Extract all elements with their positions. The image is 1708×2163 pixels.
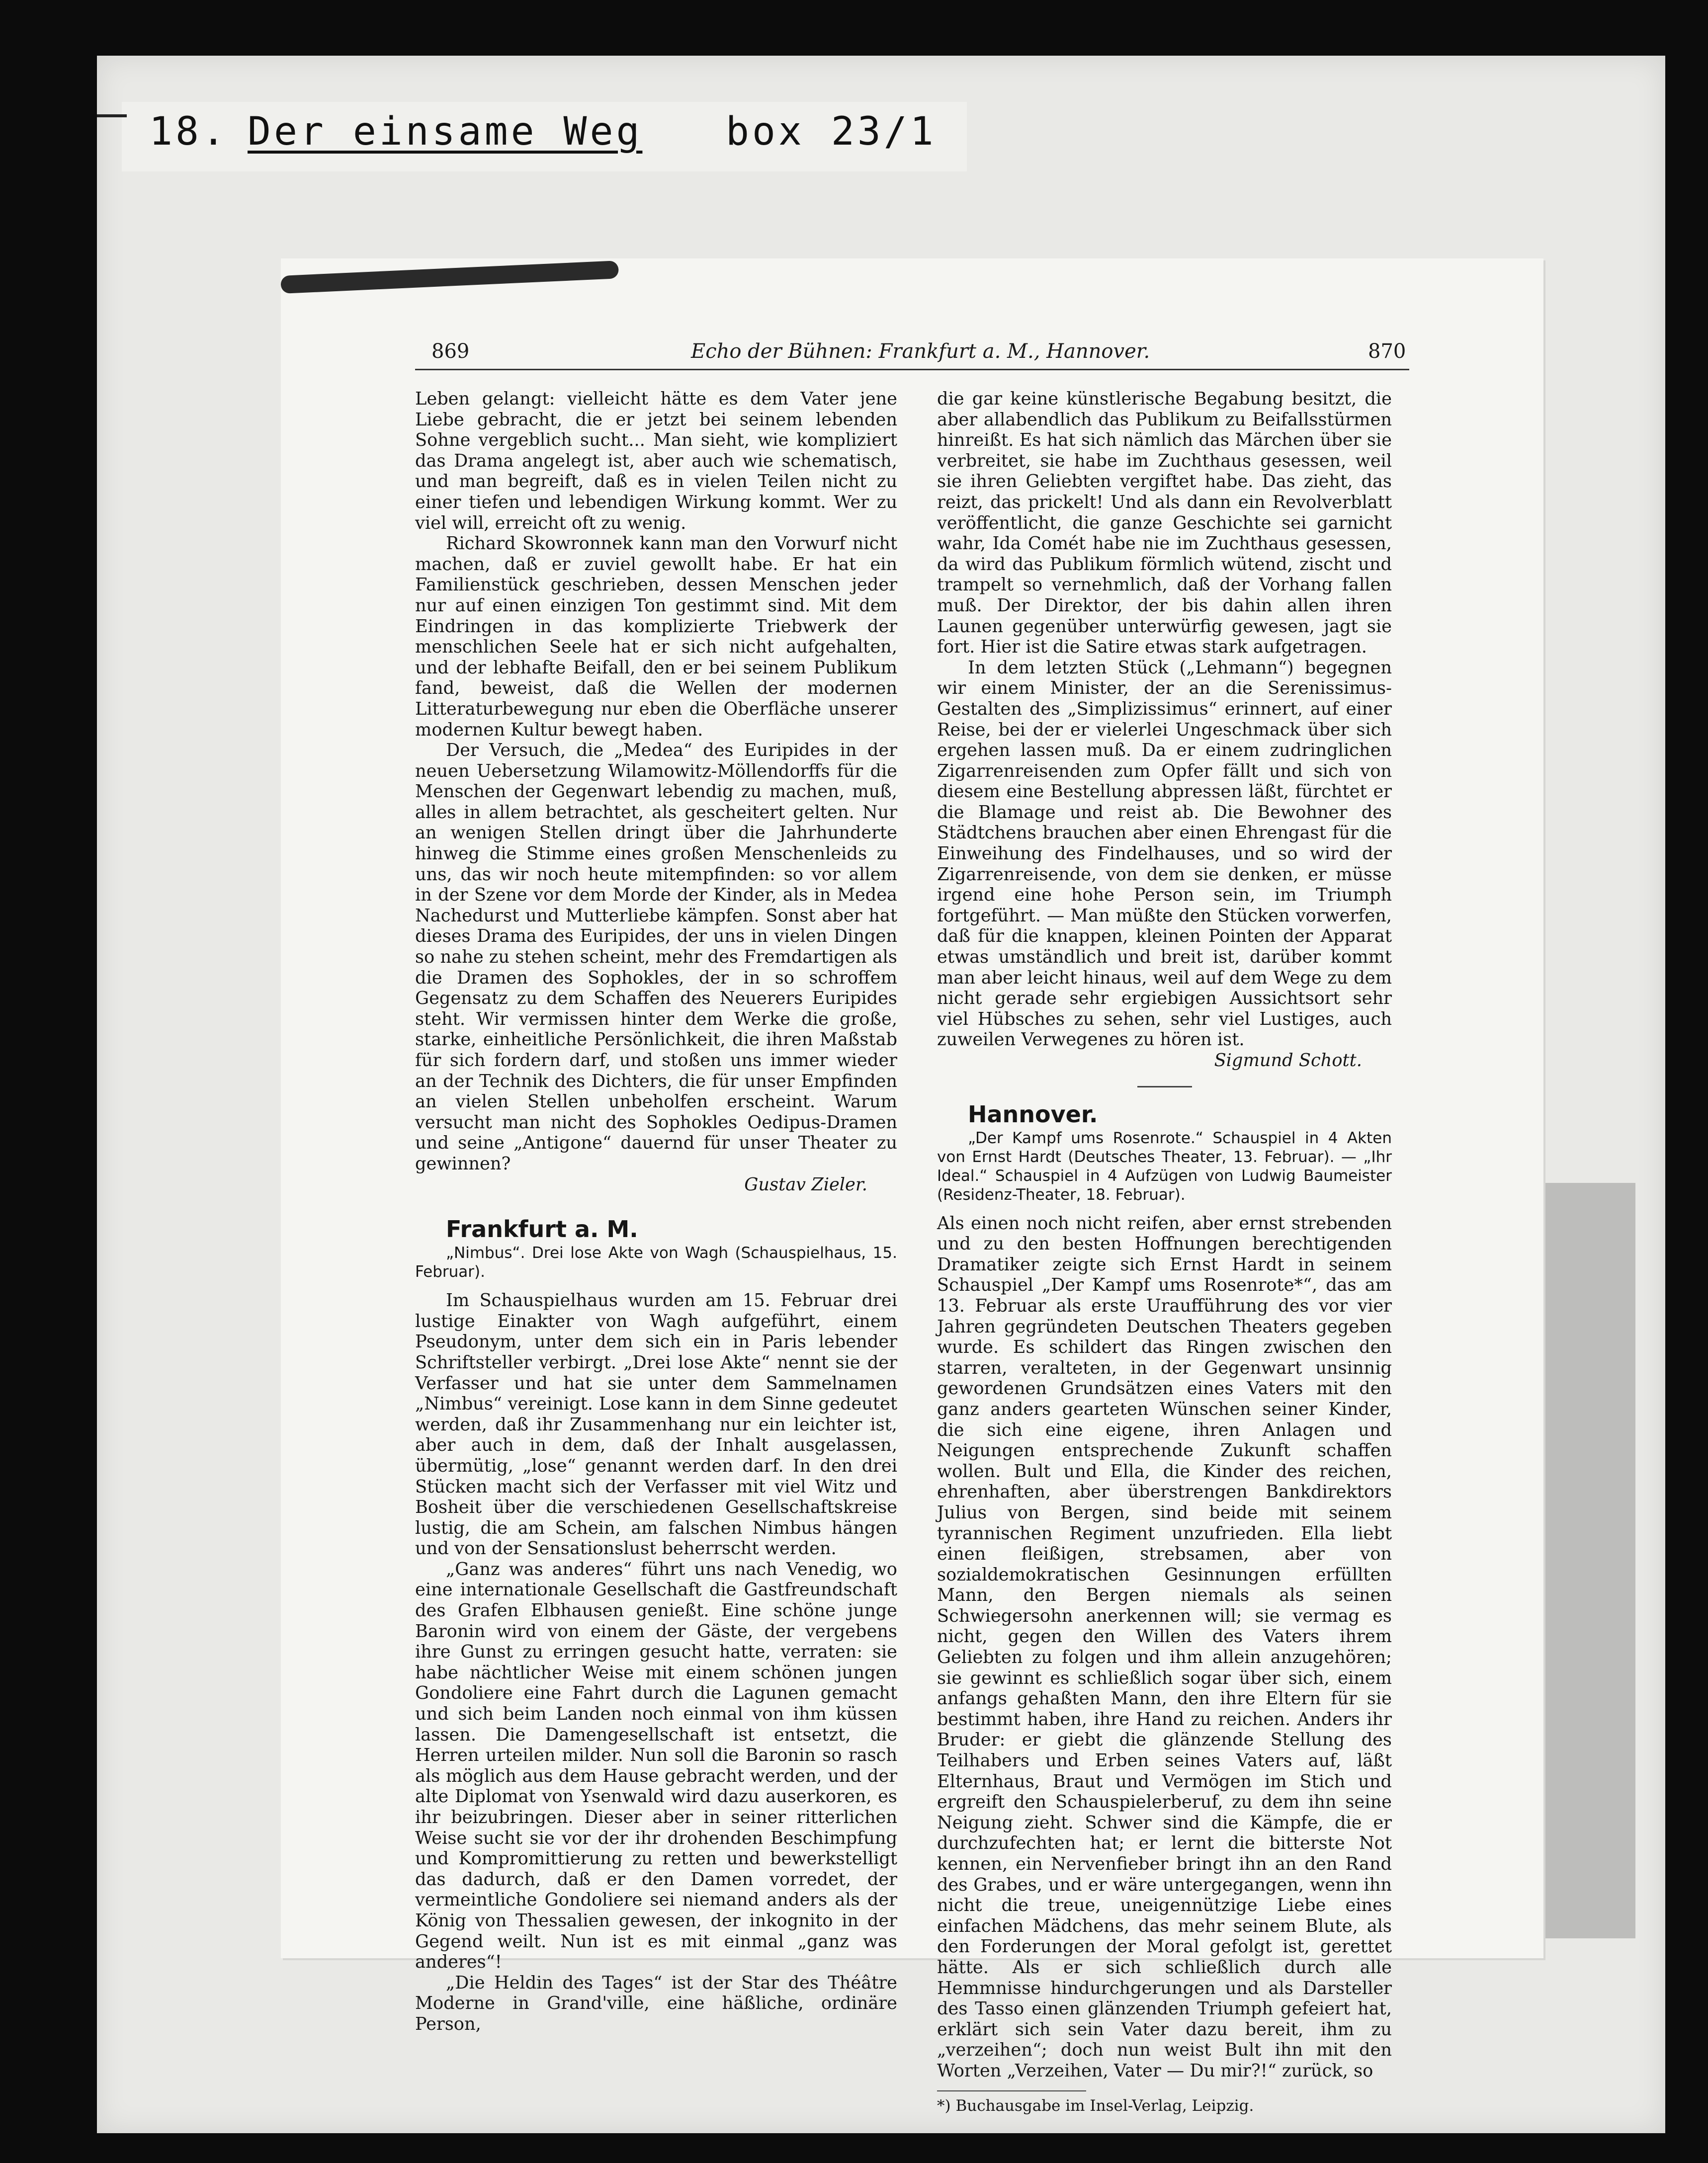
section-subtitle-frankfurt: „Nimbus“. Drei lose Akte von Wagh (Schauspielhaus, 15. Februar). — [415, 1244, 897, 1281]
page-number-left: 869 — [431, 340, 470, 363]
section-divider — [1137, 1086, 1192, 1087]
left-column — [415, 389, 897, 2035]
signature-schott: Sigmund Schott. — [1214, 1050, 1362, 1071]
right-paragraph-2: In dem letzten Stück („Lehmann“) begegnen wir einem Minister, der an die Serenissimus-Gestalten des „Simplizissimus“ erinnert, auf einer Reise, bei der er vielerlei Ungeschmack über sich ergehen lassen muß. Da er einem zudringlichen Zigarrenreisenden zum Opfer fällt und sich von diesem eine Bestellung abpressen läßt, fürchtet er die Blamage und reist ab. Die Bewohner des Städtchens brauchen aber einen Ehrengast für die Einweihung des Findelhauses, und so wird der Zigarrenreisende, von dem sie denken, er müsse irgend eine hohe Person sein, im Triumph fortgeführt. — Man müßte den Stücken vorwerfen, daß für die knappen, kleinen Pointen der Apparat etwas umständlich und breit ist, darüber kommt man aber leicht hinaus, weil auf dem Wege zu dem nicht gerade sehr ergiebigen Aussichtsort sehr viel Hübsches zu sehen, sehr viel Lustiges, auch zuweilen Verwegenes zu hören ist. — [937, 657, 1392, 1050]
signature-zieler: Gustav Zieler. — [744, 1174, 867, 1195]
section-subtitle-hannover: „Der Kampf ums Rosenrote.“ Schauspiel in 4 Akten von Ernst Hardt (Deutsches Theater, 13. Februar). — „Ihr Ideal.“ Schauspiel in 4 Aufzügen von Ludwig Baumeister (Residenz-Theater, 18. Februar). — [937, 1129, 1392, 1204]
label-title: Der einsame Weg — [248, 109, 643, 154]
label-tick-mark — [97, 114, 127, 117]
underlay-strip — [1536, 1183, 1635, 1938]
left-paragraph-4: Im Schauspielhaus wurden am 15. Februar drei lustige Einakter von Wagh aufgeführt, einem Pseudonym, unter dem sich ein in Paris lebender Schriftsteller verbirgt. „Drei lose Akte“ nennt sie der Verfasser und hat sie unter dem Sammelnamen „Nimbus“ vereinigt. Lose kann in dem Sinne gedeutet werden, daß ihr Zusammenhang nur ein leichter ist, aber auch in dem, daß der Inhalt ausgelassen, übermütig, „lose“ genannt werden darf. In den drei Stücken macht sich der Verfasser mit viel Witz und Bosheit über die verschiedenen Gesellschaftskreise lustig, die am Schein, am falschen Nimbus hängen und von der Sensationslust beherrscht werden. — [415, 1290, 897, 1559]
section-title-hannover: Hannover. — [968, 1100, 1098, 1128]
right-paragraph-1: die gar keine künstlerische Begabung besitzt, die aber allabendlich das Publikum zu Beifallsstürmen hinreißt. Es hat sich nämlich das Märchen über sie verbreitet, sie habe im Zuchthaus gesessen, weil sie ihren Geliebten vergiftet habe. Das zieht, das reizt, das prickelt! Und als dann ein Revolverblatt veröffentlicht, die ganze Geschichte sei garnicht wahr, Ida Comét habe nie im Zuchthaus gesessen, da wird das Publikum förmlich wütend, zischt und trampelt so vernehmlich, daß der Vorhang fallen muß. Der Direktor, der bis dahin allen ihren Launen gegenüber unterwürfig gewesen, jagt sie fort. Hier ist die Satire etwas stark aufgetragen. — [937, 389, 1392, 658]
left-paragraph-1: Leben gelangt: vielleicht hätte es dem Vater jene Liebe gebracht, die er jetzt bei seinem lebenden Sohne vergeblich sucht... Man sieht, wie kompliziert das Drama angelegt ist, aber auch wie schematisch, und man begreift, daß es in vielen Teilen nicht zu einer tiefen und lebendigen Wirkung kommt. Wer zu viel will, erreicht oft zu wenig. — [415, 389, 897, 533]
label-number: 18. — [149, 109, 228, 154]
page-number-right: 870 — [1368, 340, 1406, 363]
footnote: *) Buchausgabe im Insel-Verlag, Leipzig. — [937, 2096, 1254, 2115]
section-title-frankfurt: Frankfurt a. M. — [446, 1216, 638, 1243]
left-paragraph-5: „Ganz was anderes“ führt uns nach Venedig, wo eine internationale Gesellschaft die Gastfreundschaft des Grafen Elbhausen genießt. Eine schöne junge Baronin wird von einem der Gäste, der vergebens ihre Gunst zu erringen gesucht hatte, verraten: sie habe nächtlicher Weise mit einem schönen jungen Gondoliere eine Fahrt durch die Lagunen gemacht und sich beim Landen noch einmal von ihm küssen lassen. Die Damengesellschaft ist entsetzt, die Herren urteilen milder. Nun soll die Baronin so rasch als möglich aus dem Hause gebracht werden, und der alte Diplomat von Ysenwald wird dazu auserkoren, es ihr beizubringen. Dieser aber in seiner ritterlichen Weise sucht sie vor der ihr drohenden Beschimpfung und Kompromittierung zu retten und bewerkstelligt das dadurch, daß er den Damen vorredet, der vermeintliche Gondoliere sei niemand anders als der König von Thessalien gewesen, der inkognito in der Gegend weilt. Nun ist es mit einmal „ganz was anderes“! — [415, 1559, 897, 1973]
footnote-rule — [937, 2090, 1086, 2091]
left-paragraph-2: Richard Skowronnek kann man den Vorwurf nicht machen, daß er zuviel gewollt habe. Er hat ein Familienstück geschrieben, dessen Menschen jeder nur auf einen einzigen Ton gestimmt sind. Mit dem Eindringen in das komplizierte Triebwerk der menschlichen Seele hat er sich nicht aufgehalten, und der lebhafte Beifall, den er bei seinem Publikum fand, beweist, daß die Wellen der modernen Litteraturbewegung nur eben die Oberfläche unserer modernen Kultur bewegt haben. — [415, 533, 897, 740]
running-head-title: Echo der Bühnen: Frankfurt a. M., Hannover. — [691, 340, 1150, 363]
right-paragraph-3: Als einen noch nicht reifen, aber ernst strebenden und zu den besten Hoffnungen berechtigenden Dramatiker zeigte sich Ernst Hardt in seinem Schauspiel „Der Kampf ums Rosenrote*“, das am 13. Februar als erste Uraufführung des vor vier Jahren gegründeten Deutschen Theaters gegeben wurde. Es schildert das Ringen zwischen den starren, veralteten, in der Gegenwart unsinnig gewordenen Grundsätzen eines Vaters mit den ganz anders gearteten Wünschen seiner Kinder, die sich eine eigene, ihren Anlagen und Neigungen entsprechende Zukunft schaffen wollen. Bult und Ella, die Kinder des reichen, ehrenhaften, aber überstrengen Bankdirektors Julius von Bergen, sind beide mit seinem tyrannischen Regiment unzufrieden. Ella liebt einen fleißigen, strebsamen, aber von sozialdemokratischen Gesinnungen erfüllten Mann, den Bergen niemals als seinen Schwiegersohn anerkennen will; sie vermag es nicht, gegen den Willen des Vaters ihrem Geliebten zu folgen und ihm allein anzugehören; sie gewinnt es schließlich sogar über sich, einem anfangs gehaßten Mann, den ihre Eltern für sie bestimmt haben, ihre Hand zu reichen. Anders ihr Bruder: er giebt die glänzende Stellung des Teilhabers und Erben seines Vaters auf, läßt Elternhaus, Braut und Vermögen im Stich und ergreift den Schauspielerberuf, zu dem ihn seine Neigung zieht. Schwer sind die Kämpfe, die er durchzufechten hat; er lernt die bitterste Not kennen, ein Nervenfieber bringt ihn an den Rand des Grabes, und er wäre untergegangen, wenn ihn nicht die treue, uneigennützige Liebe eines einfachen Mädchens, das mehr seinem Blute, als den Forderungen der Moral gefolgt ist, gerettet hätte. Als er sich schließlich durch alle Hemmnisse hindurchgerungen und als Darsteller des Tasso einen glänzenden Triumph gefeiert hat, erklärt sich sein Vater dazu bereit, ihm zu „verzeihen“; doch nun weist Bult ihn mit den Worten „Verzeihen, Vater — Du mir?!“ zurück, so — [937, 1213, 1392, 2081]
left-paragraph-6: „Die Heldin des Tages“ ist der Star des Théâtre Moderne in Grand'ville, eine häßliche, ordinäre Person, — [415, 1972, 897, 2034]
left-paragraph-3: Der Versuch, die „Medea“ des Euripides in der neuen Uebersetzung Wilamowitz-Möllendorffs für die Menschen der Gegenwart lebendig zu machen, muß, alles in allem betrachtet, als gescheitert gelten. Nur an wenigen Stellen dringt über die Jahrhunderte hinweg die Stimme eines großen Menschenleids zu uns, das wir noch heute mitempfinden: so vor allem in der Szene vor dem Morde der Kinder, als in Medea Nachedurst und Mutterliebe kämpfen. Sonst aber hat dieses Drama des Euripides, der uns in vielen Dingen so nahe zu stehen scheint, mehr des Fremdartigen als die Dramen des Sophokles, der in so schroffem Gegensatz zu dem Schaffen des Neuerers Euripides steht. Wir vermissen hinter dem Werke die große, starke, einheitliche Persönlichkeit, die ihren Maßstab für sich fordern darf, und stoßen uns immer wieder an der Technik des Dichters, die für unser Empfinden an vielen Stellen unbeholfen erscheint. Warum versucht man nicht des Sophokles Oedipus-Dramen und seine „Antigone“ dauernd für unser Theater zu gewinnen? — [415, 740, 897, 1174]
running-head-rule — [415, 369, 1409, 370]
right-column — [937, 389, 1392, 2115]
label-box: box 23/1 — [726, 109, 937, 154]
